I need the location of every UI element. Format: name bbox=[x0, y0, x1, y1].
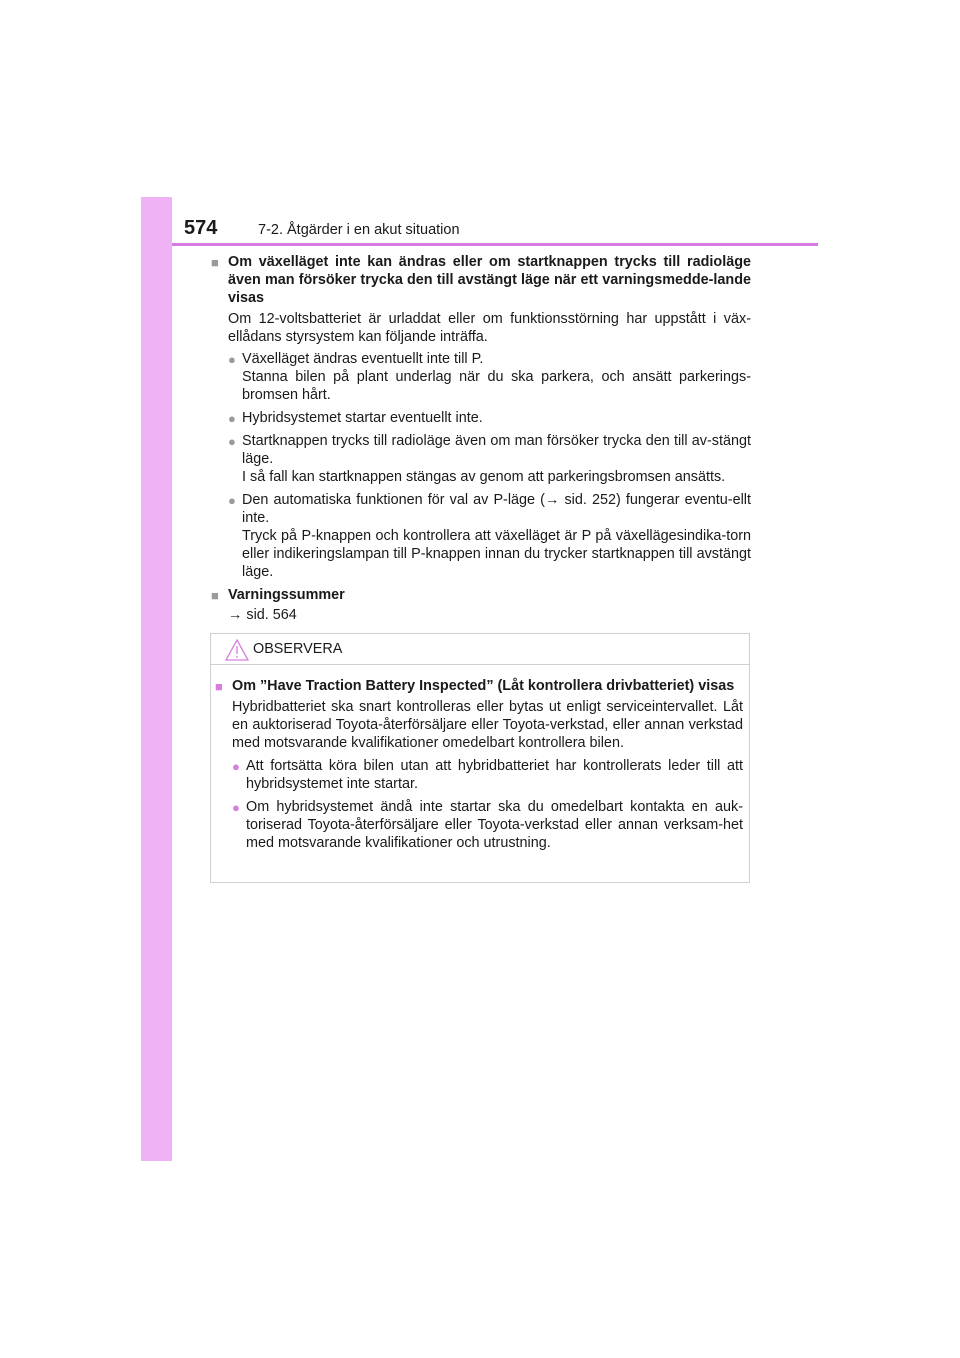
list-item-text: Den automatiska funktionen för val av P-läge (→ sid. 252) fungerar eventu-ellt inte. bbox=[242, 492, 751, 526]
section-intro: Om 12-voltsbatteriet är urladdat eller om funktionsstörning har uppstått i väx-ellådans styrsystem kan följande inträffa. bbox=[228, 311, 751, 345]
list-item bbox=[232, 757, 743, 793]
notice-header bbox=[211, 634, 749, 665]
header-rule bbox=[172, 243, 818, 246]
list-item bbox=[228, 491, 751, 581]
notice-section-title: Om ”Have Traction Battery Inspected” (Låt kontrollera drivbatteriet) visas bbox=[232, 678, 735, 694]
warning-triangle-icon bbox=[225, 639, 249, 661]
list-item-text: Att fortsätta köra bilen utan att hybridbatteriet har kontrollerats leder till att hybridsystemet inte startar. bbox=[246, 758, 743, 792]
list-item-detail: Stanna bilen på plant underlag när du ska parkera, och ansätt parkerings-bromsen hårt. bbox=[242, 369, 751, 403]
list-item-detail: I så fall kan startknappen stängas av genom att parkeringsbromsen ansätts. bbox=[242, 469, 726, 485]
circle-bullet-icon: ● bbox=[228, 493, 236, 508]
page-reference-link[interactable]: → sid. 564 bbox=[228, 607, 297, 623]
notice-box bbox=[210, 633, 750, 883]
list-item bbox=[228, 409, 751, 427]
notice-section bbox=[215, 677, 743, 852]
circle-bullet-icon: ● bbox=[232, 800, 240, 815]
chapter-sidebar-tab bbox=[141, 197, 172, 1161]
list-item bbox=[228, 432, 751, 486]
notice-title: OBSERVERA bbox=[253, 641, 343, 657]
main-content bbox=[211, 253, 751, 624]
list-item-text: Hybridsystemet startar eventuellt inte. bbox=[242, 410, 483, 426]
list-item-text: Växelläget ändras eventuellt inte till P. bbox=[242, 351, 484, 367]
circle-bullet-icon: ● bbox=[232, 759, 240, 774]
page-number: 574 bbox=[184, 217, 218, 239]
circle-bullet-icon: ● bbox=[228, 352, 236, 367]
list-item bbox=[232, 798, 743, 852]
square-bullet-icon: ■ bbox=[215, 679, 223, 694]
list-item-detail: Tryck på P-knappen och kontrollera att växelläget är P på växellägesindika-torn eller indikeringslampan till P-knappen innan du trycker startknappen till avstängt läge. bbox=[242, 528, 751, 580]
circle-bullet-icon: ● bbox=[228, 411, 236, 426]
section-title: Om växelläget inte kan ändras eller om startknappen trycks till radioläge även man försöker trycka den till avstängt läge när ett varningsmedde-lande visas bbox=[228, 254, 751, 306]
circle-bullet-icon: ● bbox=[228, 434, 236, 449]
notice-text: Hybridbatteriet ska snart kontrolleras eller bytas ut enligt serviceintervallet. Låt en auktoriserad Toyota-återförsäljare eller Toyota-verkstad, eller annan verkstad med motsvarande kvalifikationer omedelbart kontrollera bilen. bbox=[232, 699, 743, 751]
notice-body bbox=[215, 677, 743, 852]
list-item bbox=[228, 350, 751, 404]
list-item-text: Startknappen trycks till radioläge även om man försöker trycka den till av-stängt läge. bbox=[242, 433, 751, 467]
section-buzzer bbox=[211, 586, 751, 604]
chapter-title: 7-2. Åtgärder i en akut situation bbox=[258, 222, 460, 238]
section-title: Varningssummer bbox=[228, 587, 345, 603]
section-gear-shift bbox=[211, 253, 751, 581]
list-item-text: Om hybridsystemet ändå inte startar ska du omedelbart kontakta en auk-toriserad Toyota-återförsäljare eller Toyota-verkstad eller annan verksam-het med motsvarande kvalifikationer och utrustning. bbox=[246, 799, 743, 851]
square-bullet-icon: ■ bbox=[211, 588, 219, 603]
square-bullet-icon: ■ bbox=[211, 255, 219, 270]
